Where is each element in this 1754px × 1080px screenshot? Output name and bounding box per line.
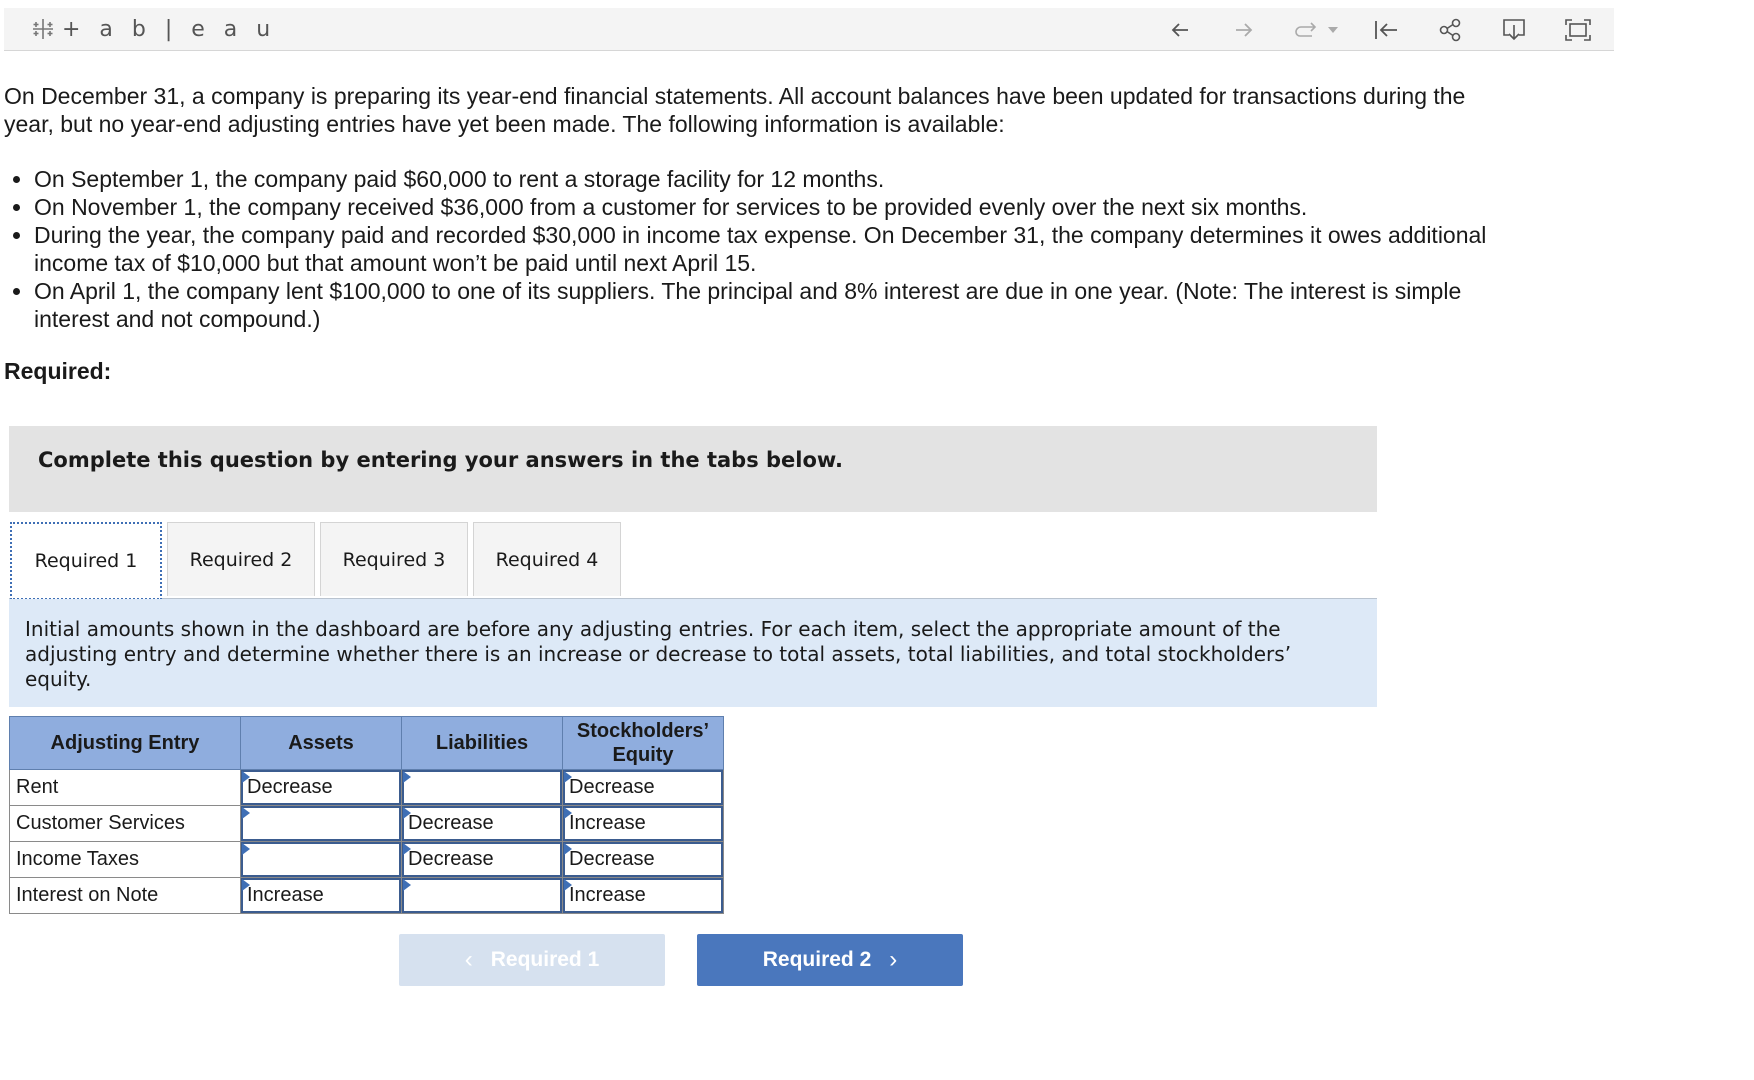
equity-select[interactable] bbox=[563, 806, 723, 841]
row-label: Customer Services bbox=[10, 806, 241, 842]
next-button-label: Required 2 bbox=[762, 948, 872, 971]
download-icon[interactable] bbox=[1500, 16, 1528, 44]
assets-select[interactable] bbox=[241, 770, 401, 805]
bullet-rent: • On September 1, the company paid $60,000 to rent a storage facility for 12 months. bbox=[34, 165, 1534, 193]
assets-select[interactable] bbox=[241, 878, 401, 913]
row-label: Rent bbox=[10, 770, 241, 806]
assets-select[interactable] bbox=[241, 842, 401, 877]
instructions-banner bbox=[9, 426, 1377, 512]
chevron-right-icon: › bbox=[889, 946, 898, 973]
forward-icon[interactable] bbox=[1230, 16, 1258, 44]
liabilities-select[interactable] bbox=[402, 878, 562, 913]
row-label: Income Taxes bbox=[10, 842, 241, 878]
redo-icon[interactable] bbox=[1292, 16, 1320, 44]
equity-select[interactable] bbox=[563, 770, 723, 805]
dropdown-marker-icon bbox=[564, 879, 572, 891]
dropdown-marker-icon bbox=[403, 879, 411, 891]
previous-button-label: Required 1 bbox=[490, 948, 600, 971]
dropdown-marker-icon bbox=[242, 843, 250, 855]
header-assets: Assets bbox=[241, 717, 402, 770]
header-stockholders-equity: Stockholders’ Equity bbox=[563, 717, 724, 770]
bullet-interest-on-note: • On April 1, the company lent $100,000 to one of its suppliers. The principal and 8% interest are due in one year. (Note: The interest is simple interest and not compound.) bbox=[34, 277, 1534, 333]
dropdown-marker-icon bbox=[403, 807, 411, 819]
table-row bbox=[10, 770, 724, 806]
dropdown-marker-icon bbox=[242, 879, 250, 891]
next-required-button[interactable] bbox=[697, 934, 963, 986]
question-bullets bbox=[4, 165, 1534, 333]
liabilities-select[interactable] bbox=[402, 842, 562, 877]
header-adjusting-entry: Adjusting Entry bbox=[10, 717, 241, 770]
liabilities-select[interactable] bbox=[402, 770, 562, 805]
equity-select[interactable] bbox=[563, 842, 723, 877]
dropdown-marker-icon bbox=[403, 843, 411, 855]
previous-required-button[interactable] bbox=[399, 934, 665, 986]
bullet-customer-services: • On November 1, the company received $36,000 from a customer for services to be provided evenly over the next six months. bbox=[34, 193, 1534, 221]
table-row bbox=[10, 806, 724, 842]
tab-required-2[interactable]: Required 2 bbox=[167, 522, 315, 596]
tab-required-3[interactable]: Required 3 bbox=[320, 522, 468, 596]
adjusting-entry-table bbox=[9, 716, 724, 914]
tableau-logo bbox=[30, 16, 276, 42]
tableau-mark-icon bbox=[30, 16, 56, 42]
dropdown-marker-icon bbox=[242, 807, 250, 819]
tab-required-1[interactable]: Required 1 bbox=[10, 522, 162, 600]
header-liabilities: Liabilities bbox=[402, 717, 563, 770]
dropdown-icon[interactable] bbox=[1324, 16, 1342, 44]
dropdown-marker-icon bbox=[564, 807, 572, 819]
tableau-wordmark: + a b | e a u bbox=[62, 16, 277, 42]
liabilities-select[interactable] bbox=[402, 806, 562, 841]
table-row bbox=[10, 878, 724, 914]
share-icon[interactable] bbox=[1436, 16, 1464, 44]
equity-select[interactable] bbox=[563, 878, 723, 913]
bullet-income-taxes: • During the year, the company paid and recorded $30,000 in income tax expense. On December 31, the company determines it owes additional income tax of $10,000 but that amount won’t be paid until next April 15. bbox=[34, 221, 1534, 277]
banner-text: Complete this question by entering your answers in the tabs below. bbox=[38, 448, 843, 472]
question-intro: On December 31, a company is preparing its year-end financial statements. All account balances have been updated for transactions during the year, but no year-end adjusting entries have yet been made. The following information is available: bbox=[4, 83, 1466, 137]
dropdown-marker-icon bbox=[242, 771, 250, 783]
tab-required-4[interactable]: Required 4 bbox=[473, 522, 621, 596]
table-header-row bbox=[10, 717, 724, 770]
table-row bbox=[10, 842, 724, 878]
back-icon[interactable] bbox=[1166, 16, 1194, 44]
fullscreen-icon[interactable] bbox=[1564, 16, 1592, 44]
tableau-toolbar bbox=[4, 8, 1614, 51]
required-tabs bbox=[9, 522, 1377, 599]
dropdown-marker-icon bbox=[564, 771, 572, 783]
dropdown-marker-icon bbox=[403, 771, 411, 783]
revert-icon[interactable] bbox=[1372, 16, 1400, 44]
dropdown-marker-icon bbox=[564, 843, 572, 855]
required-heading: Required: bbox=[4, 358, 112, 384]
row-label: Interest on Note bbox=[10, 878, 241, 914]
assets-select[interactable] bbox=[241, 806, 401, 841]
chevron-left-icon: ‹ bbox=[464, 946, 473, 973]
tab-instruction: Initial amounts shown in the dashboard are before any adjusting entries. For each item, select the appropriate amount of the adjusting entry and determine whether there is an increase or decrease to total assets, total liabilities, and total stockholders’ equity. bbox=[9, 599, 1377, 707]
